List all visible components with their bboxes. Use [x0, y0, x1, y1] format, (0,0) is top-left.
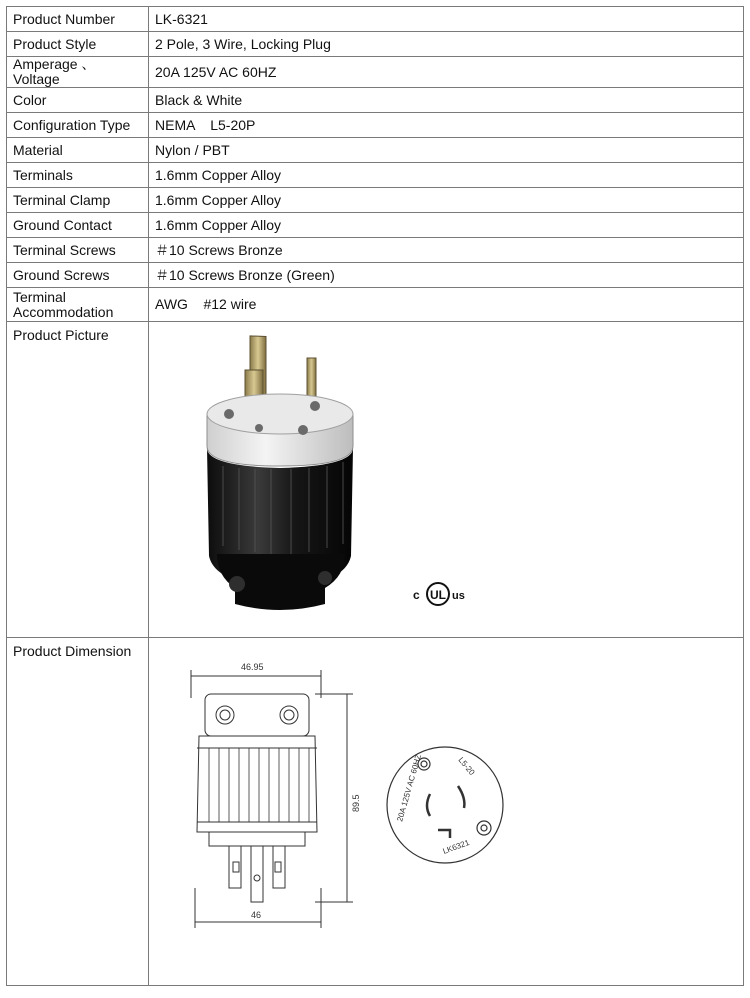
spec-label: Color — [7, 88, 149, 113]
product-dimension-row — [7, 638, 744, 986]
spec-row-terminals — [7, 163, 744, 188]
spec-row-amperage-voltage — [7, 57, 744, 88]
face-model-text: LK6321 — [441, 837, 471, 856]
plug-photo — [195, 326, 365, 616]
spec-row-terminal-clamp — [7, 188, 744, 213]
spec-value: ＃10 Screws Bronze — [149, 238, 744, 263]
culus-cert-mark — [411, 578, 471, 610]
spec-table — [6, 6, 744, 986]
spec-value: ＃10 Screws Bronze (Green) — [149, 263, 744, 288]
spec-value: NEMA L5-20P — [149, 113, 744, 138]
screw-hole — [255, 424, 263, 432]
spec-row-product-style — [7, 32, 744, 57]
spec-row-material — [7, 138, 744, 163]
product-picture-row — [7, 322, 744, 638]
face-rating-text: 20A 125V AC 60HZ — [395, 753, 424, 823]
clamp-screw — [229, 576, 245, 592]
spec-value: 20A 125V AC 60HZ — [149, 57, 744, 88]
spec-value: 2 Pole, 3 Wire, Locking Plug — [149, 32, 744, 57]
screw-hole — [298, 425, 308, 435]
dimension-face-view — [380, 740, 510, 870]
cert-c: c — [413, 588, 420, 602]
spec-value: Black & White — [149, 88, 744, 113]
spec-row-color — [7, 88, 744, 113]
spec-label: Product Style — [7, 32, 149, 57]
spec-value: 1.6mm Copper Alloy — [149, 213, 744, 238]
spec-value: Nylon / PBT — [149, 138, 744, 163]
spec-value: AWG #12 wire — [149, 288, 744, 322]
spec-row-terminal-screws — [7, 238, 744, 263]
spec-row-ground-screws — [7, 263, 744, 288]
spec-row-product-number — [7, 7, 744, 32]
spec-row-ground-contact — [7, 213, 744, 238]
spec-value: 1.6mm Copper Alloy — [149, 163, 744, 188]
spec-label: Terminal Clamp — [7, 188, 149, 213]
dimension-height: 89.5 — [351, 794, 361, 812]
spec-label: Terminal Accommodation — [7, 288, 149, 322]
dimension-width-top: 46.95 — [241, 662, 264, 672]
clamp-screw — [318, 571, 332, 585]
spec-row-terminal-accommodation — [7, 288, 744, 322]
spec-label: Ground Screws — [7, 263, 149, 288]
spec-row-configuration-type — [7, 113, 744, 138]
product-dimension-cell — [149, 638, 744, 986]
screw-hole — [310, 401, 320, 411]
product-picture-label: Product Picture — [7, 322, 149, 638]
screw-hole — [224, 409, 234, 419]
spec-label: Product Number — [7, 7, 149, 32]
spec-label: Amperage 、Voltage — [7, 57, 149, 88]
cert-us: us — [452, 590, 465, 602]
spec-label: Configuration Type — [7, 113, 149, 138]
spec-value: 1.6mm Copper Alloy — [149, 188, 744, 213]
spec-label: Terminals — [7, 163, 149, 188]
face-config-text: L5-20 — [456, 755, 477, 777]
dimension-side-view — [175, 652, 365, 942]
product-dimension-label: Product Dimension — [7, 638, 149, 986]
spec-value: LK-6321 — [149, 7, 744, 32]
cert-ul: UL — [430, 588, 446, 602]
spec-label: Terminal Screws — [7, 238, 149, 263]
dimension-width-bottom: 46 — [251, 910, 262, 920]
product-picture-cell — [149, 322, 744, 638]
spec-label: Material — [7, 138, 149, 163]
spec-label: Ground Contact — [7, 213, 149, 238]
